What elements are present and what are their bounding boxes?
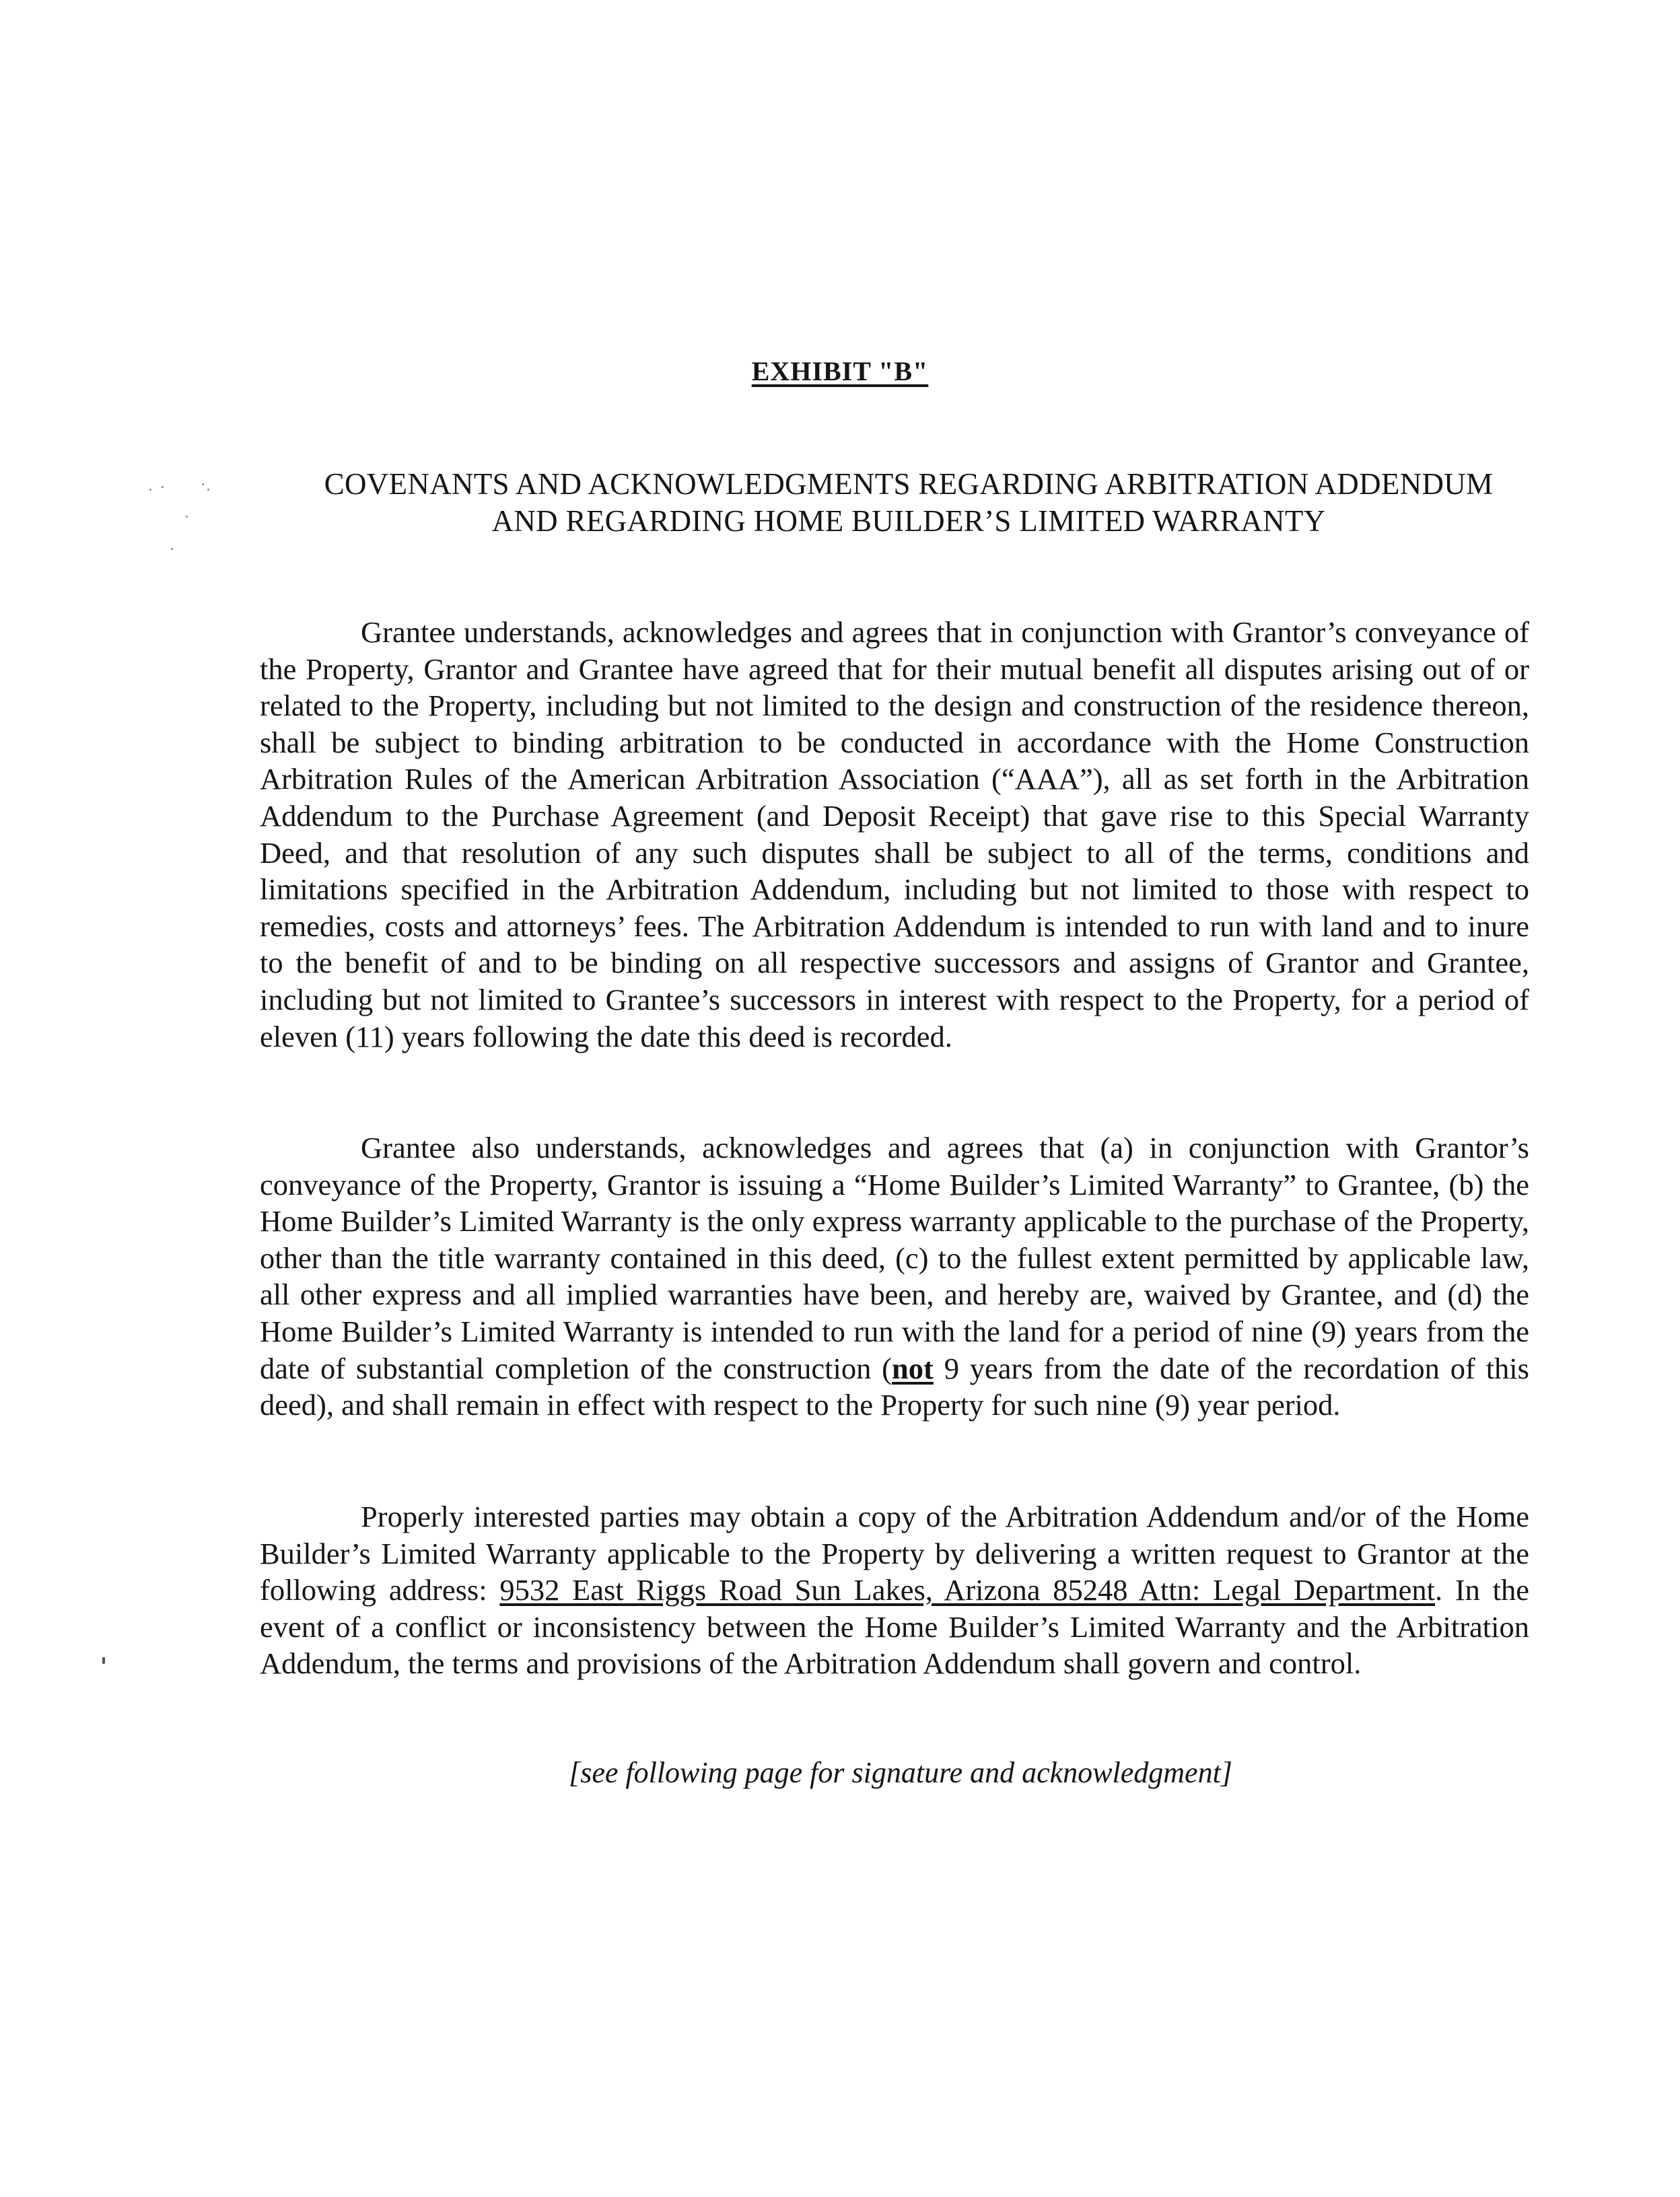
scan-speck: [171, 548, 173, 550]
scan-speck: [162, 486, 164, 488]
heading-line-2: AND REGARDING HOME BUILDER’S LIMITED WARRANTY: [491, 504, 1326, 538]
exhibit-title: EXHIBIT "B": [751, 356, 929, 386]
grantor-address: 9532 East Riggs Road Sun Lakes, Arizona 85248 Attn: Legal Department: [499, 1573, 1435, 1607]
warranty-paragraph: [260, 1129, 1529, 1424]
scan-speck: [102, 1657, 105, 1664]
document-heading: [242, 466, 1575, 540]
warranty-text-end: 9 years from the date of the recordation of this deed), and shall remain in effect with respect to the Property for such nine (9) year period.: [260, 1351, 1529, 1422]
arbitration-paragraph: Grantee understands, acknowledges and agrees that in conjunction with Grantor’s conveyance of the Property, Grantor and Grantee have agreed that for their mutual benefit all disputes arising out of or related to the Property, including but not limited to the design and construction of the residence thereon, shall be subject to binding arbitration to be conducted in accordance with the Home Construction Arbitration Rules of the American Arbitration Association (“AAA”), all as set forth in the Arbitration Addendum to the Purchase Agreement (and Deposit Receipt) that gave rise to this Special Warranty Deed, and that resolution of any such disputes shall be subject to all of the terms, conditions and limitations specified in the Arbitration Addendum, including but not limited to those with respect to remedies, costs and attorneys’ fees. The Arbitration Addendum is intended to run with land and to inure to the benefit of and to be binding on all respective successors and assigns of Grantor and Grantee, including but not limited to Grantee’s successors in interest with respect to the Property, for a period of eleven (11) years following the date this deed is recorded.: [260, 615, 1529, 1053]
scan-speck: [207, 489, 209, 491]
request-text-end: . In the event of a conflict or inconsistency between the Home Builder’s Limited Warranty and the Arbitration Addendum, the terms and provisions of the Arbitration Addendum shall govern and control.: [260, 1573, 1529, 1681]
request-text-start: Properly interested parties may obtain a copy of the Arbitration Addendum and/or of the Home Builder’s Limited Warranty applicable to the Property by delivering a written request to Grantor at the following address:: [260, 1500, 1529, 1607]
warranty-text-start: Grantee also understands, acknowledges and agrees that (a) in conjunction with Grantor’s conveyance of the Property, Grantor is issuing a “Home Builder’s Limited Warranty” to Grantee, (b) the Home Builder’s Limited Warranty is the only express warranty applicable to the purchase of the Property, other than the title warranty contained in this deed, (c) to the fullest extent permitted by applicable law, all other express and all implied warranties have been, and hereby are, waived by Grantee, and (d) the Home Builder’s Limited Warranty is intended to run with the land for a period of nine (9) years from the date of substantial completion of the construction (: [260, 1131, 1529, 1385]
scan-speck: [202, 483, 204, 485]
scan-speck: [186, 516, 188, 518]
not-emphasis: not: [892, 1351, 934, 1385]
request-paragraph: [260, 1498, 1529, 1682]
heading-line-1: COVENANTS AND ACKNOWLEDGMENTS REGARDING ARBITRATION ADDENDUM: [324, 467, 1494, 501]
footer-note: [see following page for signature and acknowledgment]: [569, 1756, 1232, 1789]
scan-speck: [149, 489, 151, 491]
